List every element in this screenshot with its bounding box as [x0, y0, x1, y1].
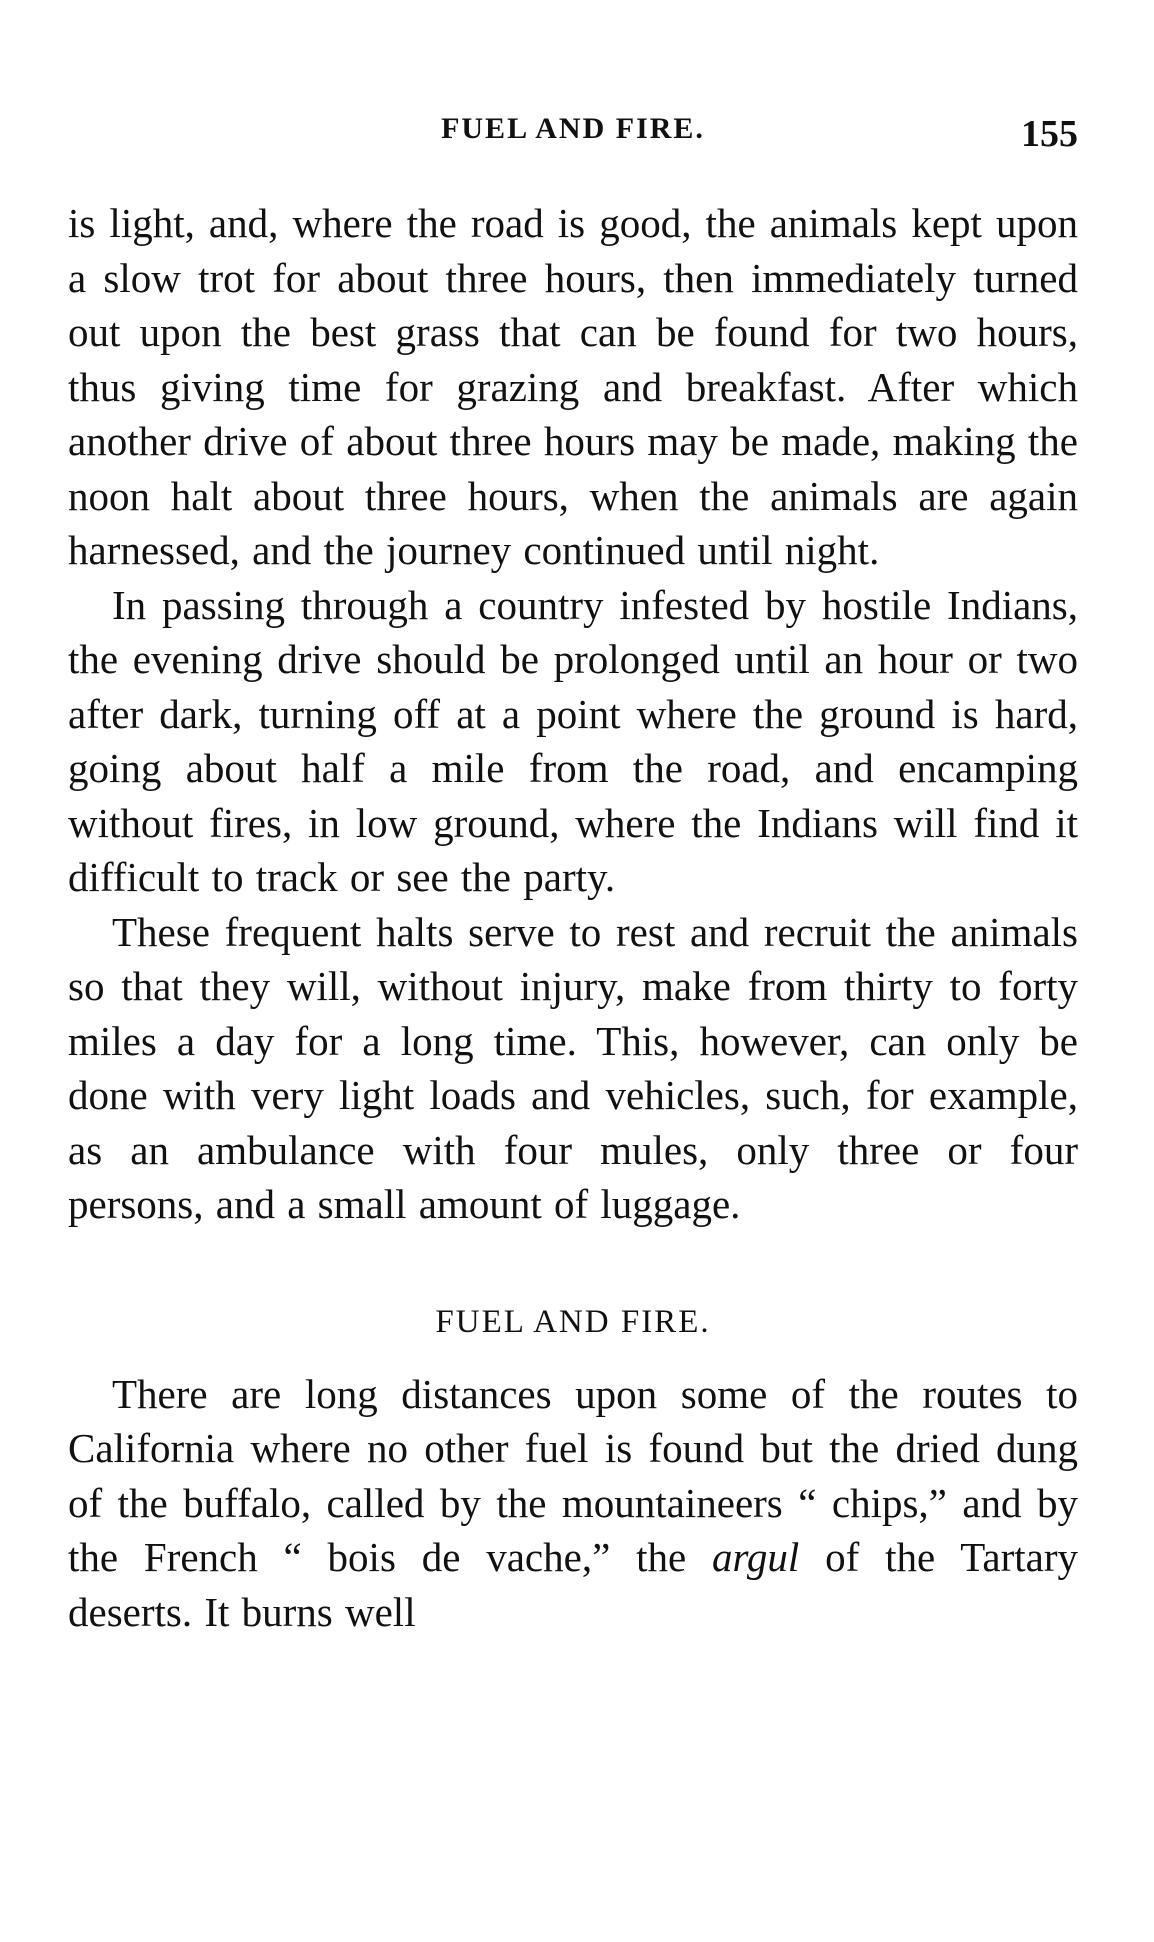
- italic-term-argul: argul: [711, 1534, 800, 1580]
- running-head: [68, 112, 1078, 162]
- section-heading: FUEL AND FIRE.: [435, 1303, 711, 1340]
- paragraph-frequent-halts: These frequent halts serve to rest and recruit the animals so that they will, without injury, make from thirty to forty miles a day for a long time. This, however, can only be done with very light loads and vehicles, such, for example, as an ambulance with four mules, only three or four persons, and a small amount of luggage.: [68, 908, 1078, 1227]
- body-text: [68, 196, 1078, 1639]
- running-title: FUEL AND FIRE.: [441, 112, 705, 145]
- paragraph-continued: is light, and, where the road is good, the animals kept upon a slow trot for about three hours, then immediately turned out upon the best grass that can be found for two hours, thus giving time for grazing and breakfast. After which another drive of about three hours may be made, making the noon halt about three hours, when the animals are again harnessed, and the journey continued until night.: [68, 200, 1078, 573]
- paragraph-fuel: [68, 1367, 1078, 1640]
- fuel-text-after: of the Tartary deserts. It burns well: [68, 1534, 1078, 1635]
- page-number: 155: [1021, 113, 1078, 155]
- paragraph-hostile-indians: In passing through a country infested by hostile Indians, the evening drive should be prolonged until an hour or two after dark, turning off at a point where the ground is hard, going about half a mile from the road, and encamping without fires, in low ground, where the Indians will find it difficult to track or see the party.: [68, 581, 1078, 900]
- fuel-text-before: There are long distances upon some of the routes to California where no other fuel is found but the dried dung of the buffalo, called by the mountaineers “ chips,” and by the French “ bois de vache,” the: [68, 1370, 1078, 1580]
